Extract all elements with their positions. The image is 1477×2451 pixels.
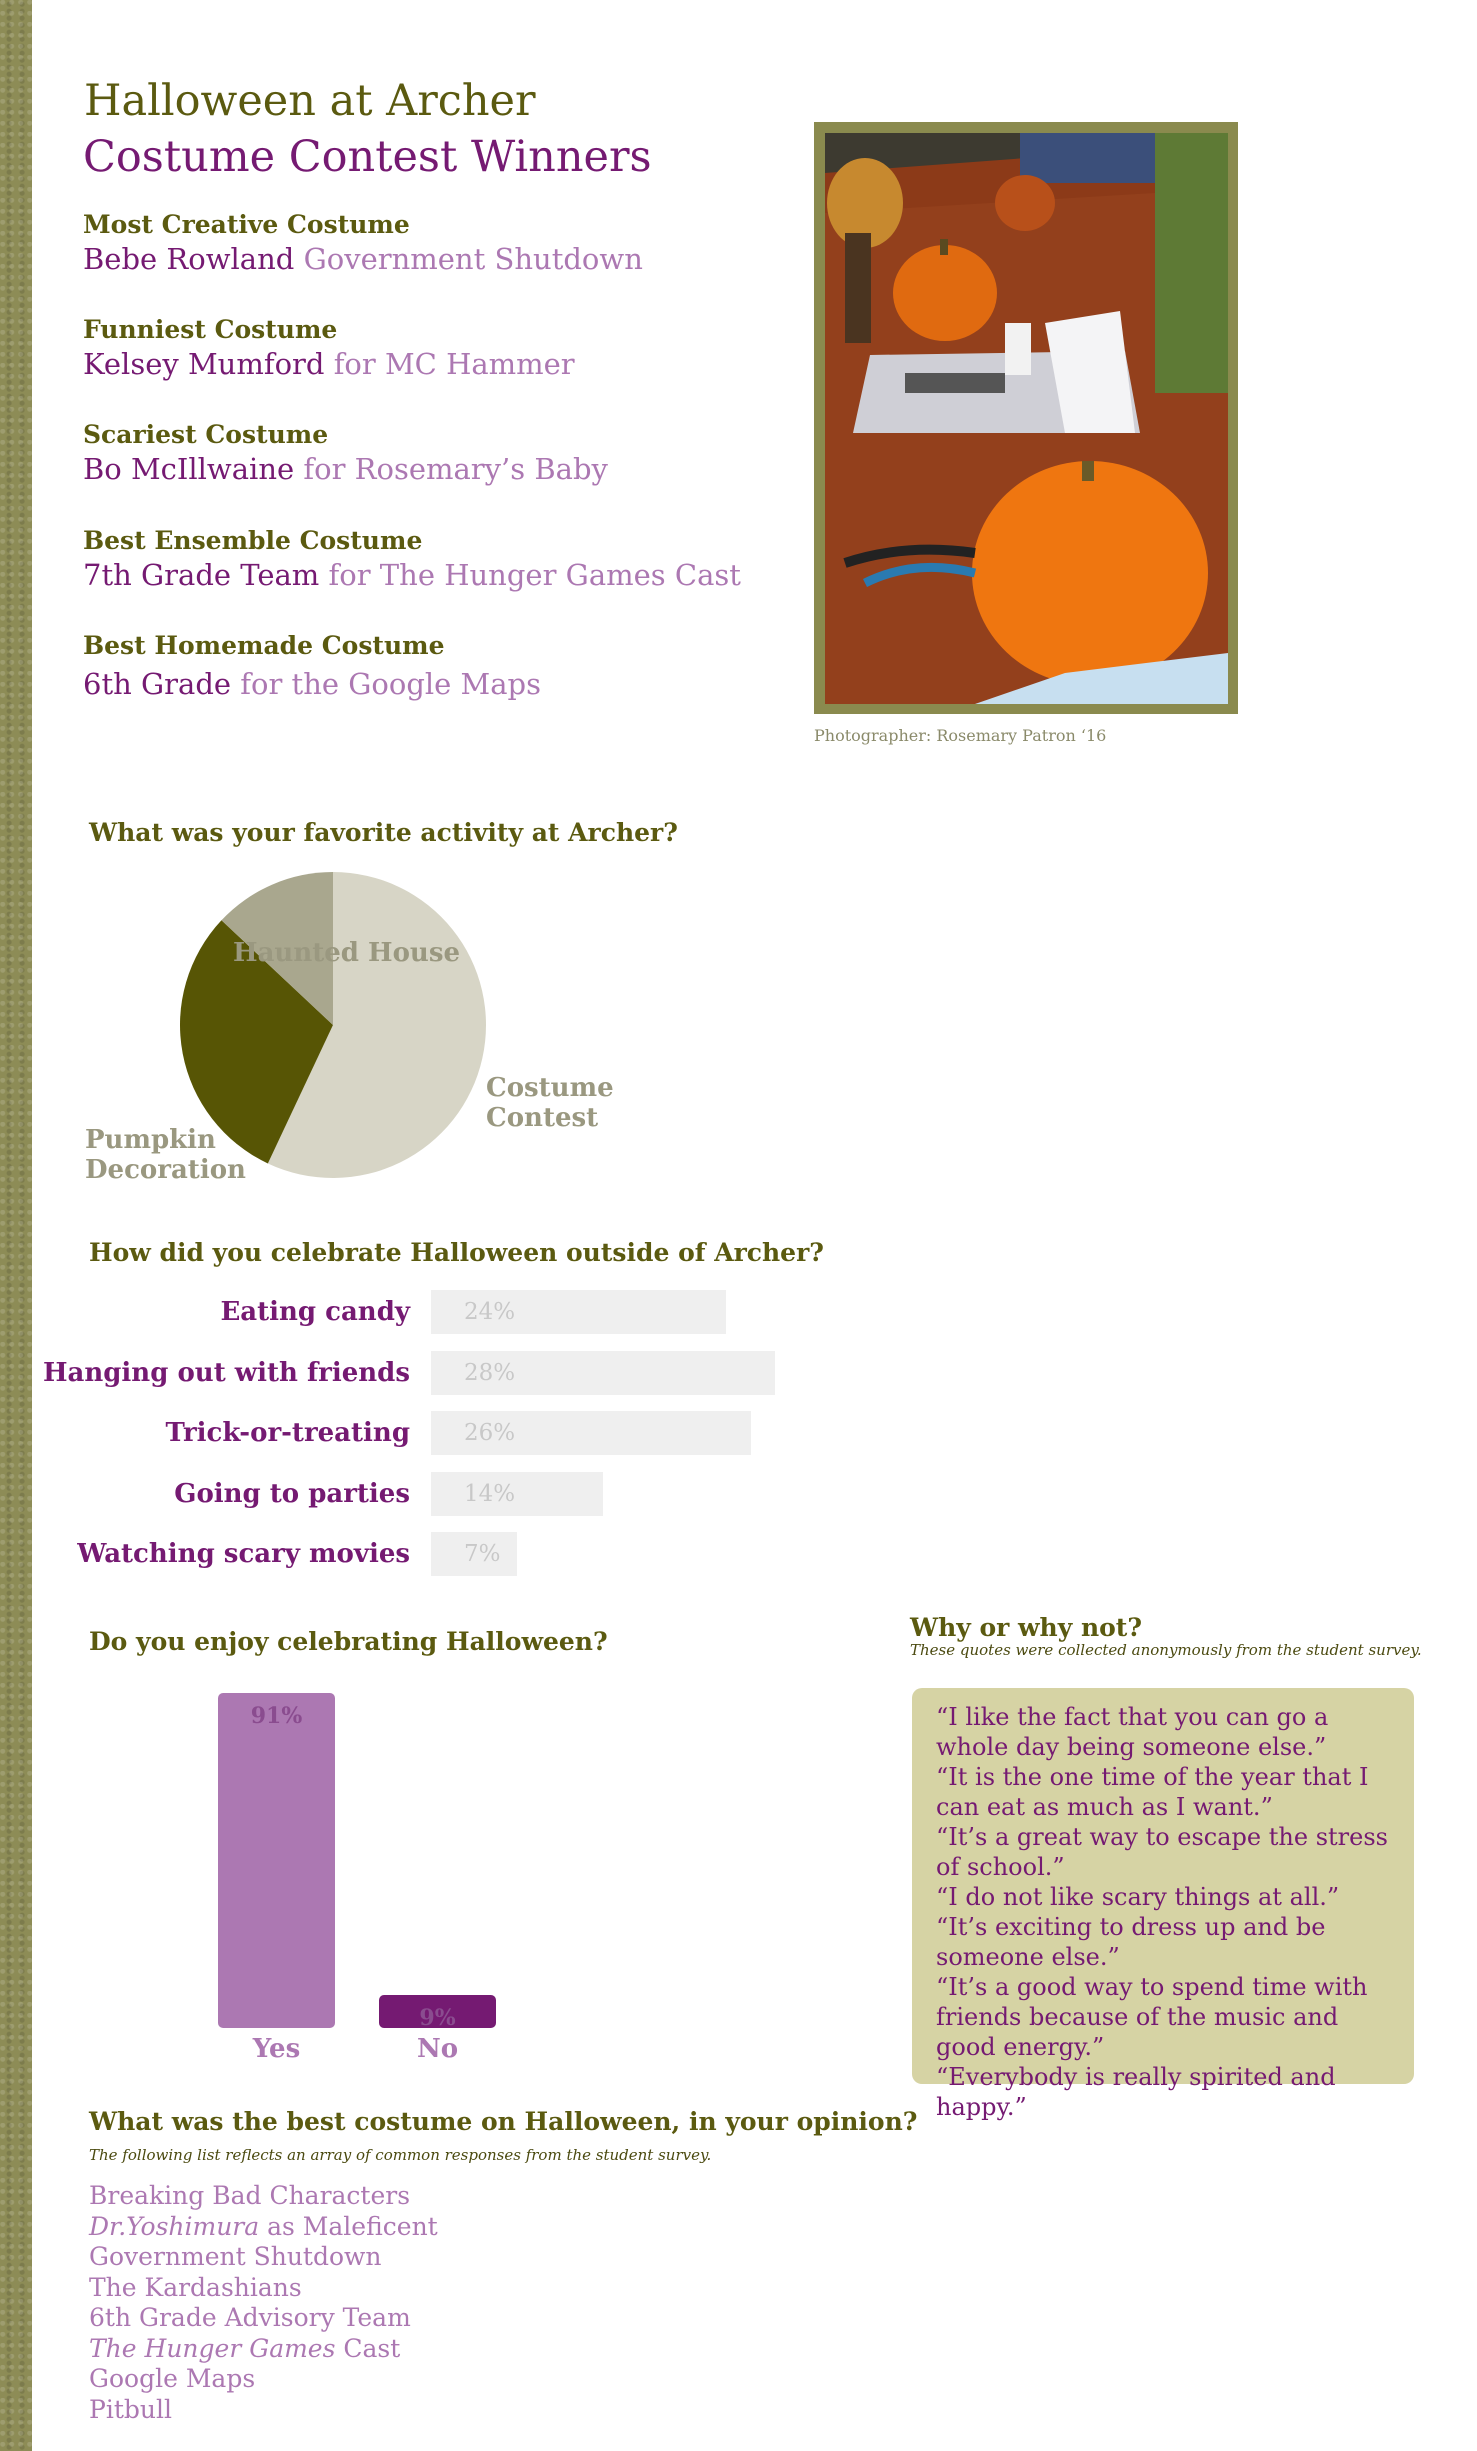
- list-item-text: Google Maps: [89, 2364, 256, 2393]
- page-title: Halloween at Archer: [84, 76, 536, 126]
- best-costume-note: The following list reflects an array of common responses from the student survey.: [89, 2146, 712, 2164]
- hbar-value-label: 14%: [464, 1480, 516, 1507]
- list-item: [89, 2212, 438, 2243]
- list-item-italic: The Hunger Games: [89, 2333, 336, 2363]
- hbar-category-label: Hanging out with friends: [42, 1357, 410, 1388]
- enjoy-bar-chart: [180, 1660, 540, 2064]
- winner-costume: for MC Hammer: [333, 347, 575, 381]
- pie-label-haunted-house: Haunted House: [233, 938, 460, 968]
- quote: “I do not like scary things at all.”: [936, 1883, 1340, 1911]
- quotes-box: [912, 1688, 1414, 2121]
- quotes-title: Why or why not?: [910, 1613, 1143, 1642]
- celebration-bar-chart: [30, 1290, 830, 1590]
- quote: “It’s a good way to spend time with friends because of the music and good energy.”: [936, 1973, 1368, 2061]
- quote: “It’s exciting to dress up and be someone else.”: [936, 1913, 1326, 1971]
- list-item: [89, 2395, 438, 2426]
- list-item: [89, 2303, 438, 2334]
- page-subtitle: Costume Contest Winners: [83, 132, 652, 182]
- winner-name: 7th Grade Team: [83, 558, 320, 592]
- hbar-category-label: Watching scary movies: [77, 1539, 410, 1569]
- vbar-value-label: 9%: [419, 2004, 456, 2031]
- vbar-category-label: Yes: [252, 2034, 301, 2064]
- winner-category: Most Creative Costume: [83, 210, 410, 239]
- pie-label-line: Decoration: [85, 1155, 246, 1185]
- winner-category: Scariest Costume: [83, 420, 329, 449]
- pie-label-pumpkin-decoration: [85, 1125, 246, 1185]
- winner-costume: Government Shutdown: [303, 242, 643, 276]
- winner-name: 6th Grade: [83, 667, 232, 701]
- textured-sidebar: [0, 0, 32, 2451]
- hbar-category-label: Eating candy: [220, 1297, 410, 1327]
- list-item: [89, 2273, 438, 2304]
- winner-costume: for Rosemary’s Baby: [303, 452, 608, 486]
- winner-entry: [83, 525, 741, 593]
- winner-name: Kelsey Mumford: [83, 347, 325, 381]
- list-item-text: Pitbull: [89, 2394, 172, 2424]
- vbar-category-label: No: [416, 2034, 459, 2064]
- photo-frame: [814, 122, 1238, 714]
- hbar-chart-title: How did you celebrate Halloween outside of Archer?: [89, 1238, 824, 1267]
- list-item-text: 6th Grade Advisory Team: [89, 2303, 411, 2332]
- list-item-text: The Kardashians: [89, 2272, 302, 2302]
- quote: “It is the one time of the year that I can eat as much as I want.”: [936, 1763, 1369, 1821]
- winner-category: Funniest Costume: [83, 315, 338, 344]
- quotes-note: These quotes were collected anonymously from the student survey.: [910, 1641, 1422, 1659]
- winner-entry: [83, 419, 608, 487]
- list-item-text: as Maleficent: [259, 2211, 438, 2241]
- hbar-value-label: 28%: [464, 1359, 516, 1386]
- winner-entry: [83, 314, 575, 382]
- winner-category: Best Homemade Costume: [83, 631, 445, 660]
- hbar-value-label: 26%: [464, 1420, 516, 1446]
- pie-label-line: Costume: [486, 1073, 614, 1103]
- list-item-italic: Dr.Yoshimura: [89, 2211, 260, 2241]
- winner-category: Best Ensemble Costume: [83, 526, 423, 555]
- list-item: [89, 2334, 438, 2365]
- winner-name: Bo McIllwaine: [83, 452, 295, 486]
- best-costume-list: [89, 2181, 438, 2425]
- quote: “It’s a great way to escape the stress of school.”: [936, 1823, 1388, 1881]
- hbar-category-label: Trick-or-treating: [165, 1418, 410, 1448]
- winner-costume: for The Hunger Games Cast: [328, 558, 741, 592]
- winner-entry: [83, 209, 643, 277]
- pie-label-line: Pumpkin: [85, 1125, 216, 1155]
- pie-chart-title: What was your favorite activity at Archer?: [89, 818, 678, 847]
- hbar-bar: [431, 1472, 603, 1516]
- quote: “I like the fact that you can go a whole day being someone else.”: [936, 1703, 1329, 1761]
- list-item-text: Cast: [335, 2333, 401, 2363]
- pie-label-line: Contest: [486, 1103, 599, 1133]
- winner-costume: for the Google Maps: [240, 667, 541, 701]
- photo-caption: Photographer: Rosemary Patron ‘16: [814, 726, 1107, 745]
- winner-entry: [83, 630, 541, 702]
- winner-name: Bebe Rowland: [83, 242, 295, 276]
- pie-label-costume-contest: [486, 1073, 614, 1133]
- hbar-value-label: 24%: [464, 1299, 516, 1325]
- vbar-bar: [218, 1693, 335, 2028]
- hbar-value-label: 7%: [464, 1541, 501, 1567]
- pumpkin-table-photo: [825, 133, 1228, 704]
- best-costume-title: What was the best costume on Halloween, in your opinion?: [89, 2107, 918, 2136]
- quote: “Everybody is really spirited and happy.”: [936, 2063, 1336, 2121]
- list-item: [89, 2242, 438, 2273]
- vbar-value-label: 91%: [250, 1703, 303, 1730]
- list-item: [89, 2181, 438, 2212]
- list-item: [89, 2364, 438, 2395]
- hbar-category-label: Going to parties: [174, 1478, 410, 1509]
- list-item-text: Breaking Bad Characters: [89, 2181, 411, 2210]
- list-item-text: Government Shutdown: [89, 2242, 382, 2271]
- vbar-chart-title: Do you enjoy celebrating Halloween?: [89, 1627, 608, 1656]
